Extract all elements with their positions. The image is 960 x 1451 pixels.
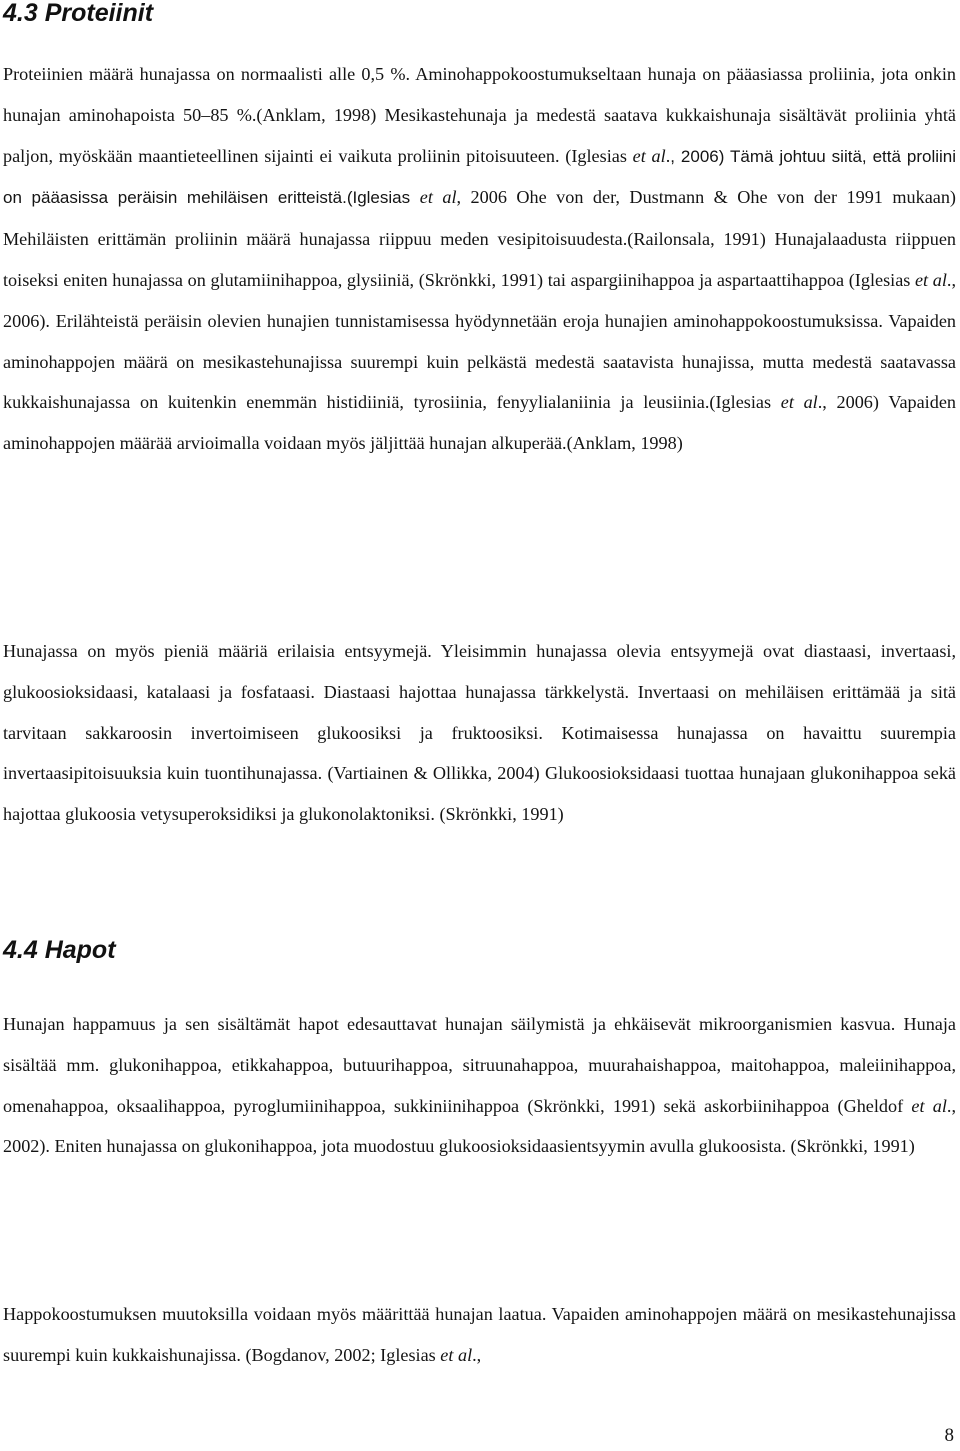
paragraph-segment: . [665,145,671,166]
italic-citation: et al [914,269,947,290]
page-number: 8 [944,1425,954,1446]
paragraph-segment: Hunajan happamuus ja sen sisältämät hapot edesauttavat hunajan säilymistä ja ehkäisevät mikroorganismien kasvua. Hunaja sisältää mm. glukonihappoa, etikkahappoa, butuurihappoa, sitruunahappoa, muurahaishappoa, maitohappoa, maleiinihappoa, omenahappoa, oksaalihappoa, pyroglumiinihappoa, sukkiniinihappoa (Skrönkki, 1991) sekä askorbiinihappoa (Gheldof [3,1014,956,1116]
paragraph-proteiinit-1 [3,54,956,464]
paragraph-segment: ., 2006). Erilähteistä peräisin olevien hunajien tunnistamisessa hyödynnetään eroja hunajien aminohappokoostumuksissa. Vapaiden aminohappojen määrä on mesikastehunajissa suurempi kuin pelkästä medestä saatavista hunajissa, mutta medestä saatavassa kukkaishunajassa on kuitenkin enemmän histidiiniä, tyrosiinia, fenyylialaniinia ja leusiinia.(Iglesias [3,269,956,413]
italic-citation: et al [911,1095,947,1116]
paragraph-hapot-2 [3,1294,956,1376]
paragraph-segment: ., 2002). Eniten hunajassa on glukonihappoa, jota muodostuu glukoosioksidaasientsyymin avulla glukoosista. (Skrönkki, 1991) [3,1095,956,1157]
italic-citation: et al [632,145,666,166]
section-heading-proteiinit: 4.3 Proteiinit [3,0,154,27]
italic-citation: et al [780,392,818,413]
paragraph-segment: Proteiinien määrä hunajassa on normaalisti alle 0,5 %. Aminohappokoostumukseltaan hunaja on pääasiassa proliinia, jota onkin hunajan aminohapoista 50–85 %.(Anklam, 1998) Mesikastehunaja ja medestä saatava kukkaishunaja sisältävät proliinia yhtä paljon, myöskään maantieteellinen sijainti ei vaikuta proliinin pitoisuuteen. (Iglesias [3,64,956,166]
paragraph-proteiinit-2 [3,631,956,835]
italic-citation: et al [440,1344,473,1365]
paragraph-segment: ., 2006) Vapaiden aminohappojen määrää arvioimalla voidaan myös jäljittää hunajan alkuperää.(Anklam, 1998) [3,392,956,454]
paragraph-segment: Happokoostumuksen muutoksilla voidaan myös määrittää hunajan laatua. Vapaiden aminohappojen määrä on mesikastehunajissa suurempi kuin kukkaishunajissa. (Bogdanov, 2002; Iglesias [3,1304,956,1365]
paragraph-segment-sans: , 2006) Tämä johtuu siitä, että proliini on pääasissa peräisin mehiläisen eritteistä.(Iglesias [3,146,957,208]
paragraph-segment: , 2006 Ohe von der, Dustmann & Ohe von der 1991 mukaan) Mehiläisten erittämän proliinin määrä hunajassa riippuu meden vesipitoisuudesta.(Railonsala, 1991) Hunajalaadusta riippuen toiseksi eniten hunajassa on glutamiinihappoa, glysiiniä, (Skrönkki, 1991) tai aspargiinihappoa ja aspartaattihappoa (Iglesias [3,187,956,290]
italic-citation: et al [419,187,457,208]
paragraph-hapot-1 [3,1004,956,1167]
section-heading-hapot: 4.4 Hapot [3,936,116,964]
paragraph-segment: Hunajassa on myös pieniä määriä erilaisia entsyymejä. Yleisimmin hunajassa olevia entsyymejä ovat diastaasi, invertaasi, glukoosioksidaasi, katalaasi ja fosfataasi. Diastaasi hajottaa hunajassa tärkkelystä. Invertaasi on mehiläisen erittämää ja sitä tarvitaan sakkaroosin invertoimiseen glukoosiksi ja fruktoosiksi. Kotimaisessa hunajassa on havaittu suurempia invertaasipitoisuuksia kuin tuontihunajassa. (Vartiainen & Ollikka, 2004) Glukoosioksidaasi tuottaa hunajaan glukonihappoa sekä hajottaa glukoosia vetysuperoksidiksi ja glukonolaktoniksi. (Skrönkki, 1991) [3,641,956,825]
paragraph-segment: ., [472,1344,482,1365]
